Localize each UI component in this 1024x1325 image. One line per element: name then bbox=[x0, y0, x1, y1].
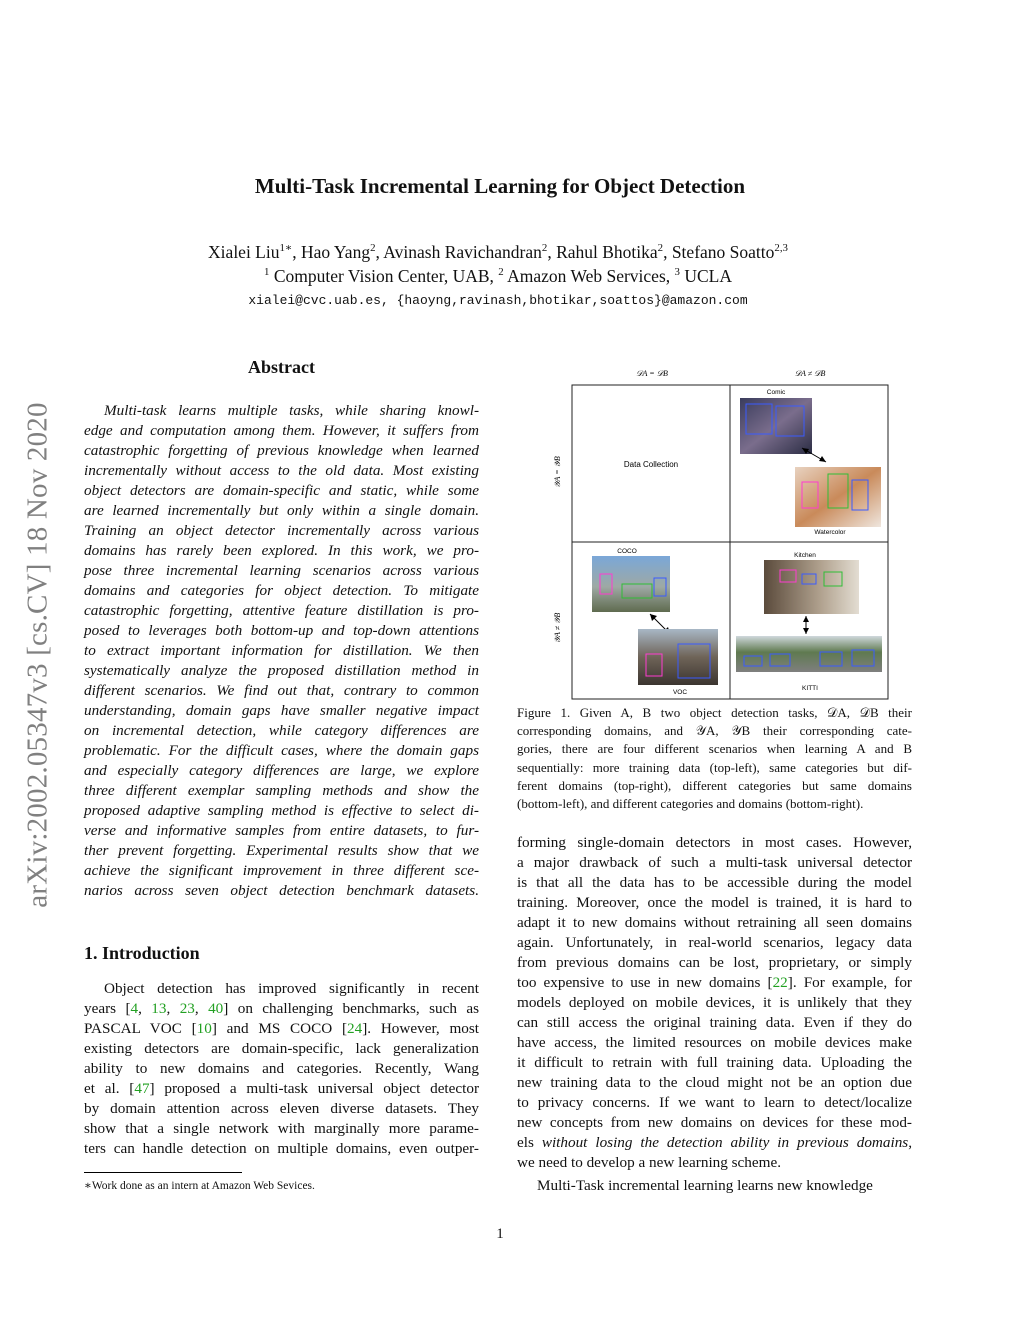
text-run: by domain attention across eleven diverse datasets. They bbox=[84, 1100, 479, 1117]
text-line bbox=[84, 999, 479, 1019]
text-line: narios across seven object detection benchmark datasets. bbox=[84, 882, 479, 899]
kitti-image bbox=[736, 636, 882, 672]
text-line: three different exemplar sampling methods and show the bbox=[84, 782, 479, 799]
text-run: ] proposed a multi-task universal object detector bbox=[149, 1080, 480, 1097]
text-line bbox=[517, 1053, 912, 1073]
text-line bbox=[84, 1039, 479, 1059]
text-run: from previous domains can be lost, proprietary, or simply bbox=[517, 954, 912, 971]
text-run: ]. For example, for bbox=[787, 974, 912, 991]
author-sup: 2 bbox=[657, 242, 664, 255]
kitchen-label: Kitchen bbox=[794, 552, 816, 559]
col-label-same-domain: 𝒟A = 𝒟B bbox=[636, 369, 668, 378]
scenario-grid bbox=[530, 364, 902, 704]
page-number: 1 bbox=[496, 1226, 504, 1242]
text-run: , bbox=[138, 1000, 152, 1017]
citation-link[interactable]: 47 bbox=[134, 1080, 150, 1097]
paper-title: Multi-Task Incremental Learning for Object Detection bbox=[254, 174, 746, 198]
text-line bbox=[517, 913, 912, 933]
affiliation-sup: 3 bbox=[674, 266, 680, 279]
text-run: ] and MS COCO [ bbox=[211, 1020, 348, 1037]
text-run: Object detection has improved significantly in recent bbox=[104, 980, 479, 997]
coco-label: COCO bbox=[617, 548, 637, 555]
text-line: Training an object detector incrementally across various bbox=[84, 522, 479, 539]
text-run: models deployed on mobile devices, it is unlikely that they bbox=[517, 994, 912, 1011]
text-run: show that a single network with marginally more parame- bbox=[84, 1120, 479, 1137]
text-run: , bbox=[166, 1000, 180, 1017]
caption-line: sequentially: more training data (top-left), same categories but dif- bbox=[517, 759, 912, 775]
email-list: xialei@cvc.uab.es, {haoyng,ravinash,bhotikar,soattos}@amazon.com bbox=[248, 293, 748, 308]
author-name: Xialei Liu bbox=[208, 242, 280, 262]
affiliation-name: Computer Vision Center, UAB, bbox=[273, 266, 494, 286]
text-line bbox=[84, 1139, 479, 1159]
row-label-same-category: 𝒴A = 𝒴B bbox=[553, 456, 562, 488]
text-run: too expensive to use in new domains [ bbox=[517, 974, 773, 991]
text-line bbox=[517, 1093, 912, 1113]
author-name: Rahul Bhotika bbox=[556, 242, 658, 262]
text-line: catastrophic forgetting of previous knowledge when learned bbox=[84, 442, 479, 459]
text-line bbox=[517, 1073, 912, 1093]
text-line bbox=[517, 853, 912, 873]
text-line: understanding, domain gaps have smaller negative impact bbox=[84, 702, 479, 719]
text-line: object detectors are domain-specific and static, while some bbox=[84, 482, 479, 499]
text-line: are learned incrementally but only within a single domain. bbox=[84, 502, 479, 519]
watercolor-label: Watercolor bbox=[814, 529, 846, 536]
text-line: domains and categories for object detection. To mitigate bbox=[84, 582, 479, 599]
text-run: ]. However, most bbox=[362, 1020, 479, 1037]
citation-link[interactable]: 22 bbox=[772, 974, 788, 991]
text-run: , bbox=[908, 1134, 912, 1151]
text-line bbox=[517, 993, 912, 1013]
intro-heading: 1. Introduction bbox=[84, 943, 200, 963]
text-line: edge and computation among them. However, it suffers from bbox=[84, 422, 479, 439]
text-run: can still access the original training data. Even if they do bbox=[517, 1014, 912, 1031]
author-sup: 2,3 bbox=[774, 242, 788, 255]
affiliation-name: UCLA bbox=[684, 266, 732, 286]
text-line: pose three incremental learning scenarios across various bbox=[84, 562, 479, 579]
text-run: it difficult to retrain with full training data. Uploading the bbox=[517, 1054, 912, 1071]
text-line bbox=[517, 873, 912, 893]
text-run: new concepts from new domains on devices for these mod- bbox=[517, 1114, 912, 1131]
author-list: Xialei Liu$^{1∗}$, Hao Yang$^2$, Avinash Ravichandran$^2$, Rahul Bhotika$^2$, Stefano Soatto$^{2,3}$ bbox=[208, 242, 788, 262]
author-name: Avinash Ravichandran bbox=[383, 242, 542, 262]
citation-link[interactable]: 10 bbox=[196, 1020, 212, 1037]
data-collection-label: Data Collection bbox=[623, 460, 679, 469]
author-sup: 2 bbox=[370, 242, 376, 255]
text-run: ] on challenging benchmarks, such as bbox=[223, 1000, 480, 1017]
arxiv-sidebar bbox=[10, 340, 66, 970]
text-line bbox=[517, 833, 912, 853]
text-run: et al. [ bbox=[84, 1080, 135, 1097]
text-line bbox=[517, 1153, 912, 1173]
text-line: Multi-task learns multiple tasks, while sharing knowl- bbox=[104, 402, 479, 419]
text-run: adapt it to new domains without retraining all seen domains bbox=[517, 914, 912, 931]
text-line bbox=[517, 1013, 912, 1033]
text-run: new training data to the cloud might not be an option due bbox=[517, 1074, 912, 1091]
kitchen-image bbox=[764, 560, 859, 614]
text-line bbox=[517, 953, 912, 973]
right-column-body bbox=[517, 833, 912, 1173]
citation-link[interactable]: 13 bbox=[151, 1000, 167, 1017]
text-run: we need to develop a new learning scheme. bbox=[517, 1154, 781, 1171]
author-sup: 2 bbox=[541, 242, 548, 255]
text-line: ther prevent forgetting. Experimental results show that we bbox=[84, 842, 479, 859]
text-line bbox=[517, 1033, 912, 1053]
abstract-body bbox=[84, 401, 479, 901]
author-sup: 1∗ bbox=[279, 242, 293, 255]
affiliation-sup: 2 bbox=[498, 266, 504, 279]
caption-line: ferent domains (top-right), different categories but same domains bbox=[517, 777, 912, 793]
text-line: posed to leverages both bottom-up and top-down attentions bbox=[84, 622, 479, 639]
text-run: ability to new domains and categories. Recently, Wang bbox=[84, 1060, 479, 1077]
text-run: PASCAL VOC [ bbox=[84, 1020, 197, 1037]
text-line: verse and informative samples from entire datasets, to fur- bbox=[84, 822, 479, 839]
text-line: on incremental detection, while category differences are bbox=[84, 722, 479, 739]
text-line: proposed adaptive sampling method is effective to select di- bbox=[84, 802, 479, 819]
citation-link[interactable]: 4 bbox=[130, 1000, 139, 1017]
text-line bbox=[84, 1119, 479, 1139]
citation-link[interactable]: 23 bbox=[179, 1000, 195, 1017]
author-name: Hao Yang bbox=[301, 242, 371, 262]
right-column-last-line: Multi-Task incremental learning learns new knowledge bbox=[537, 1177, 873, 1194]
col-label-diff-domain: 𝒟A ≠ 𝒟B bbox=[794, 369, 826, 378]
caption-line: (bottom-left), and different categories and domains (bottom-right). bbox=[517, 796, 864, 812]
text-line: catastrophic forgetting, attentive feature distillation is pro- bbox=[84, 602, 479, 619]
text-line: domains has rarely been explored. In this work, we pro- bbox=[84, 542, 479, 559]
voc-label: VOC bbox=[672, 689, 688, 696]
affiliation-list bbox=[0, 266, 996, 287]
text-line bbox=[84, 1099, 479, 1119]
arxiv-id: arXiv:2002.05347v3 [cs.CV] 18 Nov 2020 bbox=[21, 402, 54, 908]
citation-link[interactable]: 24 bbox=[347, 1020, 363, 1037]
affiliation-name: Amazon Web Services, bbox=[507, 266, 671, 286]
text-line bbox=[84, 1019, 479, 1039]
affiliation-sup: 1 bbox=[264, 266, 270, 279]
row-label-diff-category: 𝒴A ≠ 𝒴B bbox=[553, 612, 562, 644]
text-run: again. Unfortunately, in real-world scenarios, legacy data bbox=[517, 934, 912, 951]
text-run: existing detectors are domain-specific, lack generalization bbox=[84, 1040, 479, 1057]
footnote: ∗Work done as an intern at Amazon Web Sevices. bbox=[84, 1180, 315, 1192]
figure-1 bbox=[530, 364, 902, 704]
comic-label: Comic bbox=[766, 389, 786, 396]
text-run: have access, the limited resources on mobile devices make bbox=[517, 1034, 912, 1051]
italic-run: without losing the detection ability in previous domains bbox=[541, 1134, 909, 1151]
text-line bbox=[84, 979, 479, 999]
footnote-rule bbox=[84, 1172, 242, 1173]
text-line: different scenarios. We find out that, contrary to common bbox=[84, 682, 479, 699]
text-line: and especially category differences are large, we explore bbox=[84, 762, 479, 779]
text-run: years [ bbox=[84, 1000, 131, 1017]
caption-line: Figure 1. Given A, B two object detection tasks, 𝒟A, 𝒟B their bbox=[517, 705, 912, 720]
text-line: incrementally without access to the old data. Most existing bbox=[84, 462, 479, 479]
text-run: to privacy concerns. If we want to learn to detect/localize bbox=[517, 1094, 912, 1111]
text-run: els bbox=[517, 1134, 542, 1151]
text-line bbox=[517, 893, 912, 913]
text-run: is that all the data has to be accessible during the model bbox=[517, 874, 912, 891]
citation-link[interactable]: 40 bbox=[208, 1000, 224, 1017]
intro-body bbox=[84, 979, 479, 1159]
abstract-heading: Abstract bbox=[248, 357, 315, 377]
author-name: Stefano Soatto bbox=[671, 242, 775, 262]
text-line bbox=[517, 1133, 912, 1153]
text-run: training. Moreover, once the model is trained, it is hard to bbox=[517, 894, 912, 911]
text-line bbox=[84, 1079, 479, 1099]
kitti-label: KITTI bbox=[802, 685, 818, 692]
text-line: achieve the significant improvement in three different sce- bbox=[84, 862, 479, 879]
figure-caption bbox=[517, 704, 912, 813]
text-run: forming single-domain detectors in most cases. However, bbox=[517, 834, 912, 851]
text-line: problematic. For the difficult cases, where the domain gaps bbox=[84, 742, 479, 759]
caption-line: gories, there are four different scenarios when learning A and B bbox=[517, 741, 912, 757]
text-run: ters can handle detection on multiple domains, even outper- bbox=[84, 1140, 479, 1157]
text-line bbox=[517, 973, 912, 993]
text-line: systematically analyze the proposed distillation method in bbox=[84, 662, 479, 679]
text-line bbox=[84, 1059, 479, 1079]
text-line: to extract important information for distillation. We then bbox=[84, 642, 479, 659]
text-run: a major drawback of such a multi-task universal detector bbox=[517, 854, 912, 871]
text-line bbox=[517, 1113, 912, 1133]
text-run: , bbox=[194, 1000, 209, 1017]
caption-line: corresponding domains, and 𝒴A, 𝒴B their corresponding cate- bbox=[517, 723, 912, 739]
text-line bbox=[517, 933, 912, 953]
